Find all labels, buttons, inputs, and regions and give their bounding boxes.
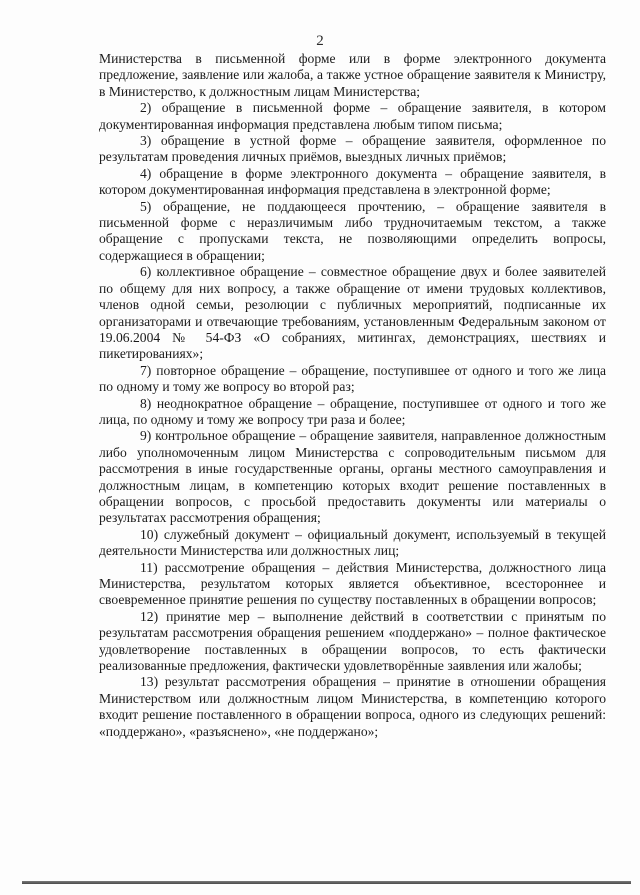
paragraph-item-3: 3) обращение в устной форме – обращение заявителя, оформленное по результатам проведения личных приёмов, выездных личных приёмов; (99, 133, 606, 165)
paragraph-item-10: 10) служебный документ – официальный документ, используемый в текущей деятельности Министерства или должностных лиц; (99, 526, 606, 559)
paragraph-continuation: Министерства в письменной форме или в форме электронного документа предложение, заявление или жалоба, а также устное обращение заявителя к Министру, в Министерство, к должностным лицам Министерства; (99, 51, 606, 99)
paragraph-item-6: 6) коллективное обращение – совместное обращение двух и более заявителей по общему для них вопросу, а также обращение от имени трудовых коллективов, членов одной семьи, резолюции с публичных мероприятий, подписанные их организаторами и отвечающие требованиям, установленным Федеральным законом от 19.06.2004 № 54-ФЗ «О собраниях, митингах, демонстрациях, шествиях и пикетированиях»; (99, 264, 606, 362)
paragraph-item-11: 11) рассмотрение обращения – действия Министерства, должностного лица Министерства, результатом которых является объективное, всестороннее и своевременное принятие решения по существу поставленных в обращении вопросов; (99, 559, 606, 608)
paragraph-item-12: 12) принятие мер – выполнение действий в соответствии с принятым по результатам рассмотрения обращения решением «поддержано» – полное фактическое удовлетворение поставленных в обращении вопросов, то есть фактически реализованные предложения, фактически удовлетворённые заявления или жалобы; (99, 608, 606, 674)
paragraph-item-13: 13) результат рассмотрения обращения – принятие в отношении обращения Министерством или должностным лицом Министерства, в компетенцию которого входит решение поставленного в обращении вопроса, одного из следующих решений: «поддержано», «разъяснено», «не поддержано»; (99, 674, 606, 739)
paragraph-item-4: 4) обращение в форме электронного документа – обращение заявителя, в котором документированная информация представлена в электронной форме; (99, 165, 606, 198)
paragraph-item-8: 8) неоднократное обращение – обращение, поступившее от одного и того же лица, по одному и тому же вопросу три раза и более; (99, 395, 606, 427)
document-body (99, 51, 606, 740)
scan-bottom-edge (22, 881, 631, 884)
paragraph-item-5: 5) обращение, не поддающееся прочтению, – обращение заявителя в письменной форме с неразличимым либо трудночитаемым текстом, а также обращение с пропусками текста, не позволяющими определить вопросы, содержащиеся в обращении; (99, 198, 606, 263)
paragraph-item-9: 9) контрольное обращение – обращение заявителя, направленное должностным либо уполномоченным лицом Министерства с сопроводительным письмом для рассмотрения в иные государственные органы, органы местного самоуправления и должностным лицам, в компетенцию которых входит решение поставленных в обращении вопросов, с просьбой предоставить документы или материалы о результатах рассмотрения обращения; (99, 428, 606, 526)
paragraph-item-2: 2) обращение в письменной форме – обращение заявителя, в котором документированная информация представлена любым типом письма; (99, 100, 606, 132)
page-number: 2 (316, 33, 324, 49)
paragraph-item-7: 7) повторное обращение – обращение, поступившее от одного и того же лица по одному и тому же вопросу во второй раз; (99, 362, 606, 395)
